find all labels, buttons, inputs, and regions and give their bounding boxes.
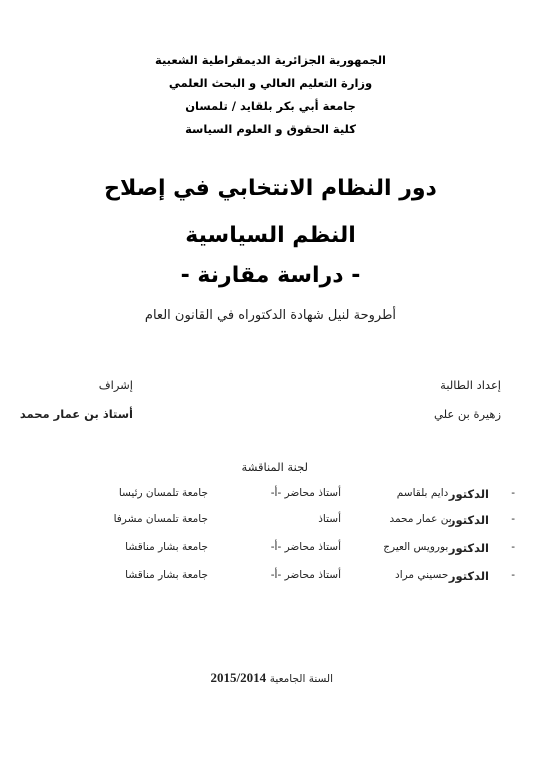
supervisor-label: إشراف	[98, 378, 133, 392]
supervisor-name: أستاذ بن عمار محمد	[19, 407, 133, 421]
member-title: الدكتور	[448, 487, 489, 501]
academic-year-value: 2015/2014	[210, 670, 267, 685]
member-university: جامعة تلمسان مشرفا	[113, 513, 208, 525]
header-university: جامعة أبي بكر بلقايد / تلمسان	[185, 99, 356, 113]
member-university: جامعة تلمسان رئيسا	[118, 487, 208, 499]
header-republic: الجمهورية الجزائرية الديمقراطية الشعبية	[154, 53, 386, 67]
member-name: . دايم بلقاسم	[396, 487, 455, 499]
member-title: الدكتور	[448, 569, 489, 583]
member-university: جامعة بشار مناقشا	[125, 569, 208, 581]
academic-year	[211, 670, 333, 686]
thesis-subtitle: أطروحة لنيل شهادة الدكتوراه في القانون العام	[144, 308, 397, 323]
member-university: جامعة بشار مناقشا	[125, 541, 208, 553]
header-ministry: وزارة التعليم العالي و البحث العلمي	[168, 76, 373, 90]
member-rank: أستاذ	[318, 513, 341, 525]
member-rank: أستاذ محاضر -أ-	[270, 541, 341, 553]
committee-member-row	[0, 487, 541, 505]
committee-heading: لجنة المناقشة	[241, 460, 308, 474]
row-dash: -	[511, 569, 515, 581]
member-name: .بن عمار محمد	[389, 513, 455, 525]
member-rank: أستاذ محاضر -أ-	[270, 487, 341, 499]
row-dash: -	[511, 541, 515, 553]
row-dash: -	[511, 487, 515, 499]
academic-year-label: السنة الجامعية	[269, 673, 333, 685]
title-line-3: - دراسة مقارنة -	[180, 263, 361, 288]
header-faculty: كلية الحقوق و العلوم السياسة	[185, 122, 356, 136]
committee-member-row	[0, 541, 541, 559]
row-dash: -	[511, 513, 515, 525]
member-name: . حسيني مراد	[395, 569, 455, 581]
title-line-2: النظم السياسية	[185, 223, 356, 248]
member-name: . بورويس العيرج	[383, 541, 455, 553]
member-title: الدكتور	[448, 541, 489, 555]
member-title: الدكتور	[448, 513, 489, 527]
committee-member-row	[0, 569, 541, 587]
title-line-1: دور النظام الانتخابي في إصلاح	[104, 176, 437, 201]
committee-member-row	[0, 513, 541, 531]
student-name: زهيرة بن علي	[434, 407, 501, 421]
member-rank: أستاذ محاضر -أ-	[270, 569, 341, 581]
student-label: إعداد الطالبة	[440, 378, 501, 392]
